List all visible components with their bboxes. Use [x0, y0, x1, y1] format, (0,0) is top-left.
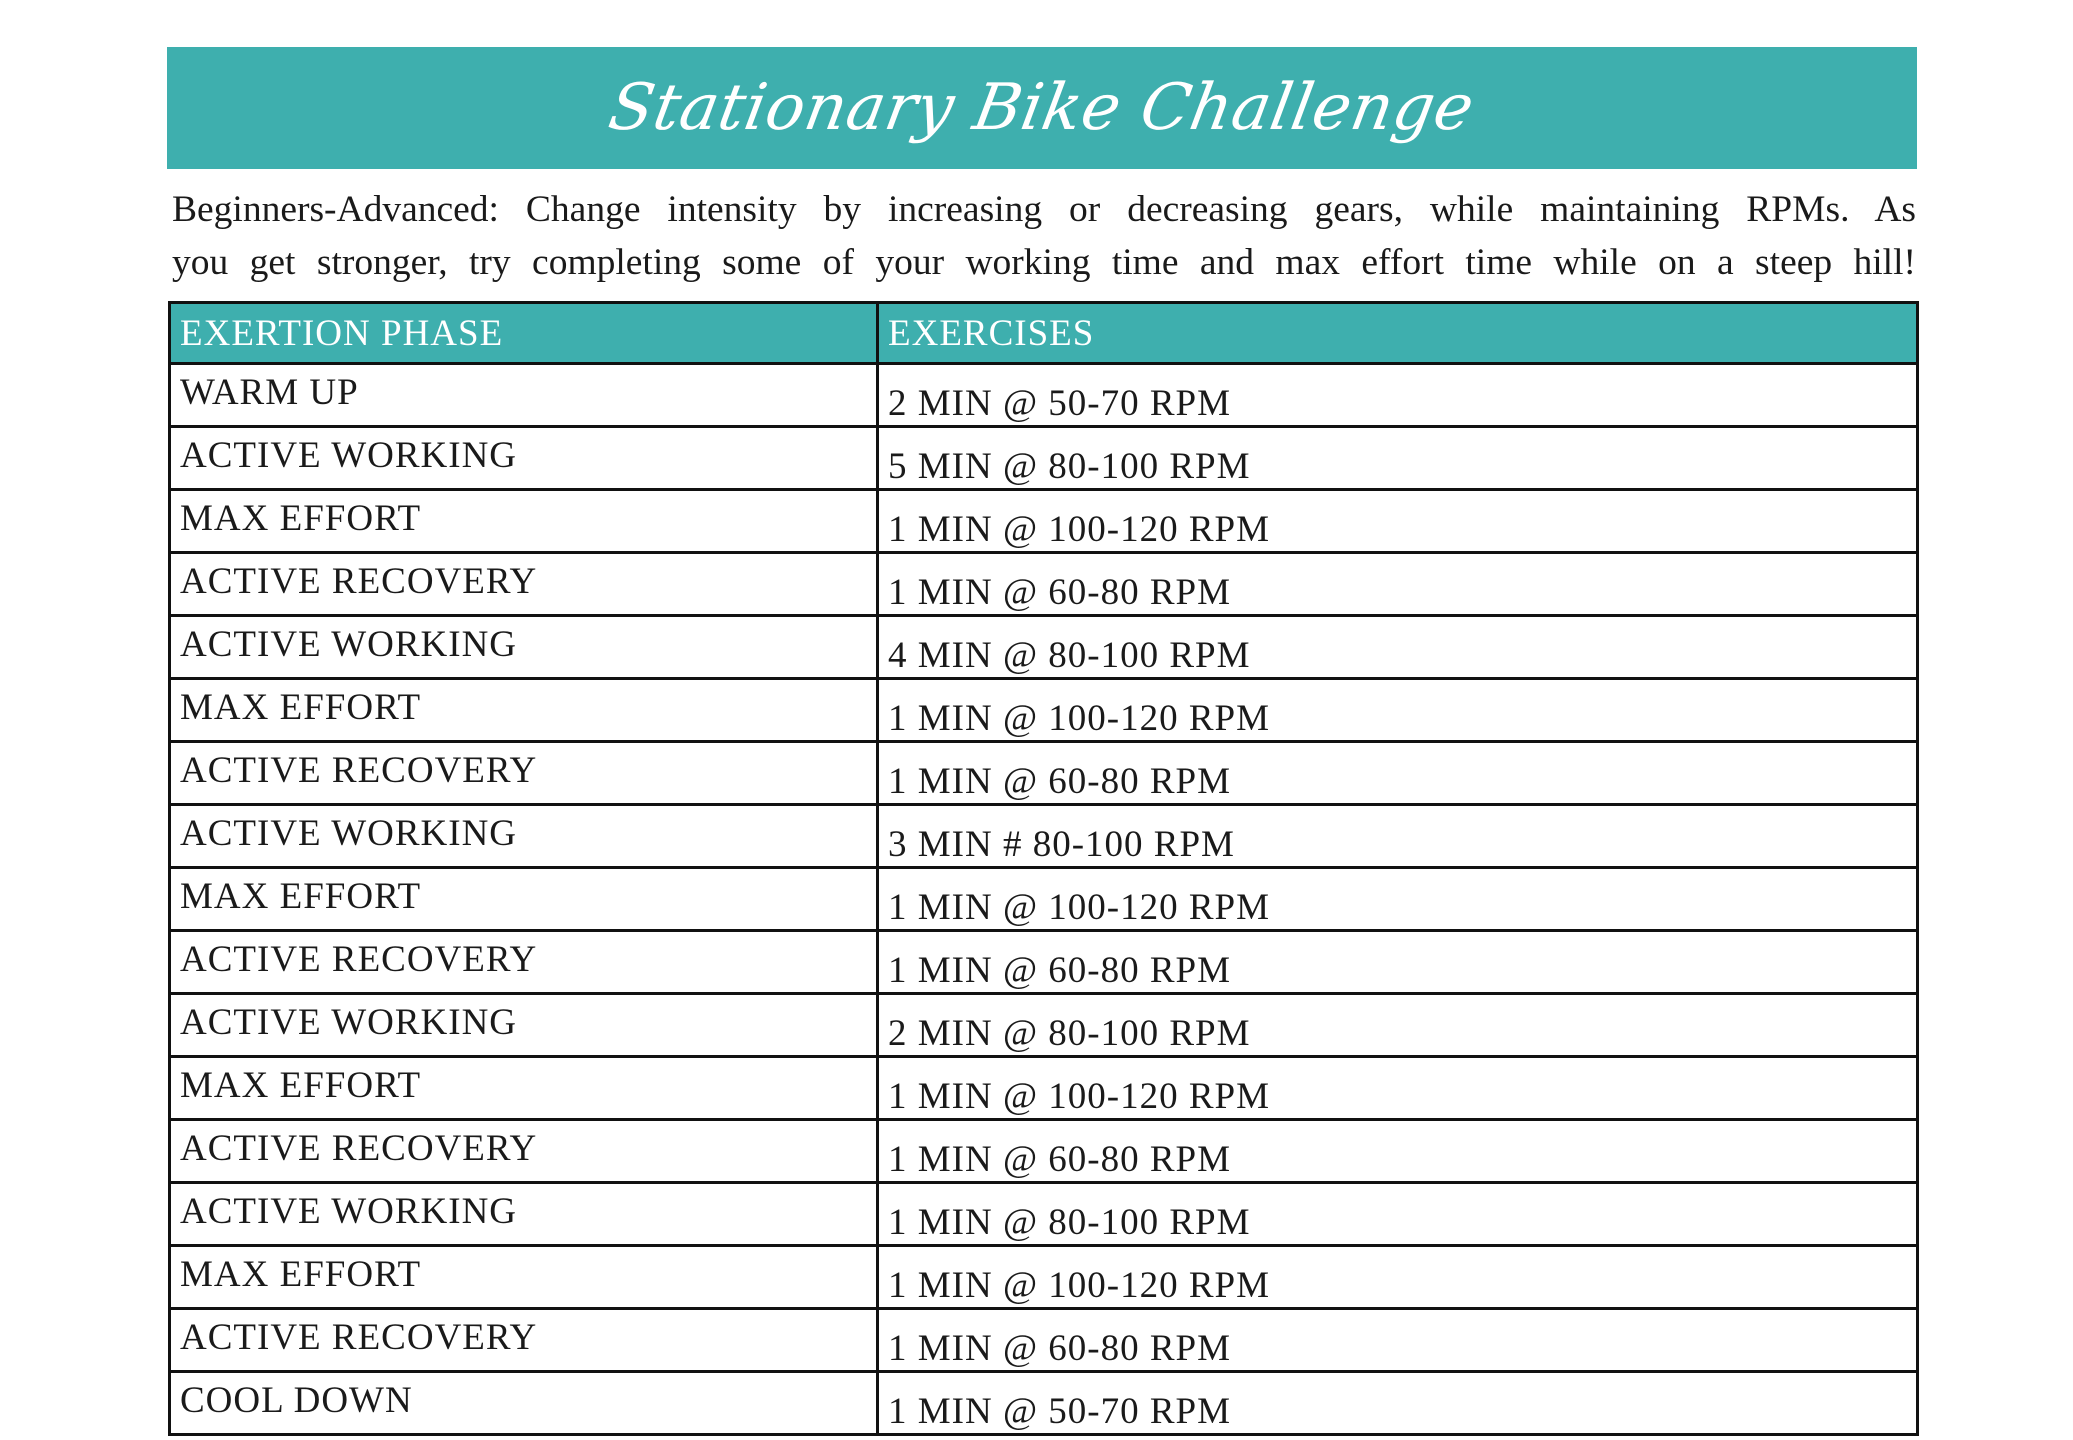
exercise-cell: 1 MIN @ 60-80 RPM	[878, 931, 1918, 994]
table-row	[170, 553, 1918, 616]
phase-cell: COOL DOWN	[170, 1372, 878, 1435]
table-row	[170, 805, 1918, 868]
exercise-cell: 1 MIN @ 60-80 RPM	[878, 742, 1918, 805]
phase-cell: ACTIVE RECOVERY	[170, 931, 878, 994]
table-row	[170, 1057, 1918, 1120]
phase-cell: MAX EFFORT	[170, 1246, 878, 1309]
phase-cell: MAX EFFORT	[170, 490, 878, 553]
phase-cell: ACTIVE RECOVERY	[170, 553, 878, 616]
exercise-cell: 1 MIN @ 100-120 RPM	[878, 1057, 1918, 1120]
phase-cell: ACTIVE RECOVERY	[170, 1309, 878, 1372]
phase-cell: ACTIVE RECOVERY	[170, 1120, 878, 1183]
table-row	[170, 742, 1918, 805]
phase-cell: MAX EFFORT	[170, 679, 878, 742]
table-row	[170, 1372, 1918, 1435]
exercise-cell: 1 MIN @ 100-120 RPM	[878, 679, 1918, 742]
intro-line: you get stronger, try completing some of your working time and max effort time while on a steep hill!	[172, 242, 1916, 283]
table-row	[170, 994, 1918, 1057]
exercise-cell: 1 MIN @ 60-80 RPM	[878, 553, 1918, 616]
exercise-cell: 3 MIN # 80-100 RPM	[878, 805, 1918, 868]
exercise-cell: 1 MIN @ 60-80 RPM	[878, 1120, 1918, 1183]
table-row	[170, 1120, 1918, 1183]
exercise-cell: 1 MIN @ 80-100 RPM	[878, 1183, 1918, 1246]
workout-table	[168, 301, 1919, 1436]
table-row	[170, 931, 1918, 994]
table-row	[170, 1246, 1918, 1309]
exercise-cell: 1 MIN @ 100-120 RPM	[878, 1246, 1918, 1309]
header-exertion-phase: EXERTION PHASE	[170, 303, 878, 364]
page-title: Stationary Bike Challenge	[603, 71, 1481, 145]
table-row	[170, 868, 1918, 931]
header-exercises: EXERCISES	[878, 303, 1918, 364]
exercise-cell: 2 MIN @ 50-70 RPM	[878, 364, 1918, 427]
table-header-row	[170, 303, 1918, 364]
table-row	[170, 679, 1918, 742]
phase-cell: ACTIVE RECOVERY	[170, 742, 878, 805]
exercise-cell: 5 MIN @ 80-100 RPM	[878, 427, 1918, 490]
title-banner	[167, 47, 1917, 169]
exercise-cell: 1 MIN @ 100-120 RPM	[878, 490, 1918, 553]
phase-cell: MAX EFFORT	[170, 868, 878, 931]
phase-cell: WARM UP	[170, 364, 878, 427]
exercise-cell: 2 MIN @ 80-100 RPM	[878, 994, 1918, 1057]
table-row	[170, 427, 1918, 490]
phase-cell: MAX EFFORT	[170, 1057, 878, 1120]
phase-cell: ACTIVE WORKING	[170, 1183, 878, 1246]
table-row	[170, 616, 1918, 679]
table-body	[170, 364, 1918, 1435]
table-row	[170, 1309, 1918, 1372]
table-row	[170, 364, 1918, 427]
exercise-cell: 1 MIN @ 100-120 RPM	[878, 868, 1918, 931]
phase-cell: ACTIVE WORKING	[170, 616, 878, 679]
phase-cell: ACTIVE WORKING	[170, 805, 878, 868]
phase-cell: ACTIVE WORKING	[170, 994, 878, 1057]
exercise-cell: 1 MIN @ 60-80 RPM	[878, 1309, 1918, 1372]
intro-paragraph	[172, 183, 1916, 289]
table-row	[170, 1183, 1918, 1246]
exercise-cell: 4 MIN @ 80-100 RPM	[878, 616, 1918, 679]
exercise-cell: 1 MIN @ 50-70 RPM	[878, 1372, 1918, 1435]
table-row	[170, 490, 1918, 553]
intro-line: Beginners-Advanced: Change intensity by increasing or decreasing gears, while maintaining RPMs. As	[172, 189, 1916, 230]
phase-cell: ACTIVE WORKING	[170, 427, 878, 490]
